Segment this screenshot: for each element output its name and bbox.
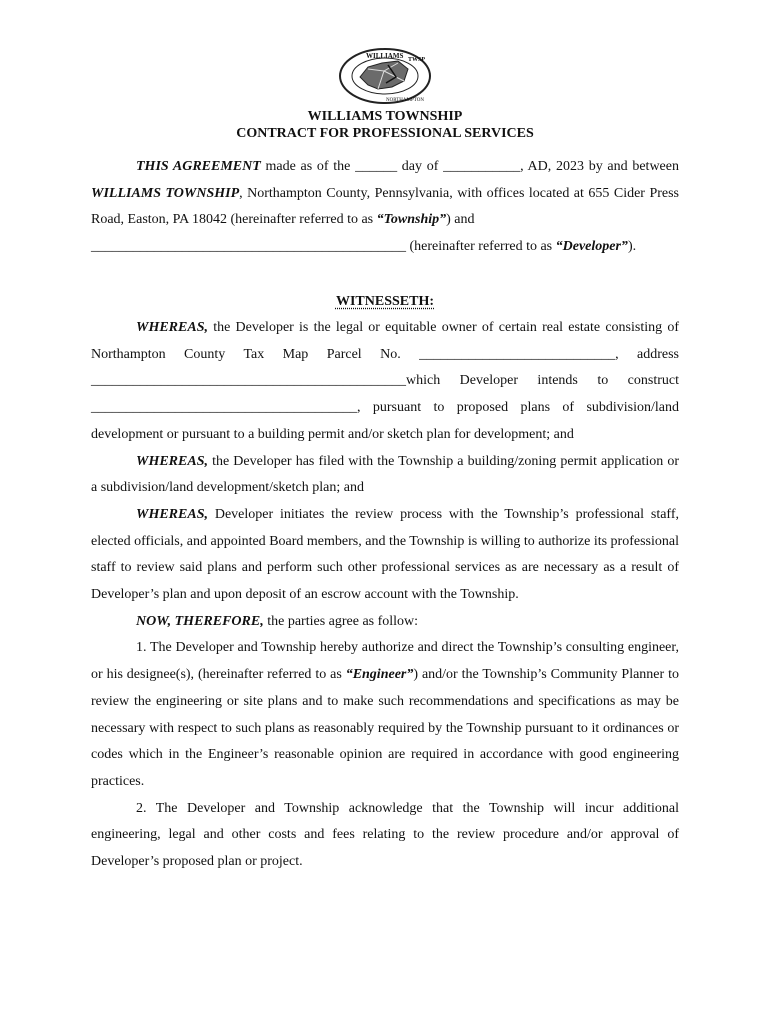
township-seal-logo: [338, 47, 432, 105]
developer-name-blank: _____________________________________________: [91, 239, 406, 255]
document-title: WILLIAMS TOWNSHIP: [307, 109, 463, 124]
whereas-lead: WHEREAS,: [136, 320, 208, 335]
now-therefore-lead: NOW, THEREFORE,: [136, 613, 264, 629]
whereas-paragraph-3: WHEREAS, Developer initiates the review process with the Township’s professional staff, elected officials, and appointed Board members, and the Township is willing to authorize its professional staff to review said plans and perform such other professional services as are necessary as a result of Developer’s plan and upon deposit of an escrow account with the Township.: [91, 506, 679, 603]
clause-number: 1.: [136, 640, 147, 656]
engineer-definition: “Engineer”: [345, 667, 414, 683]
whereas-lead: WHEREAS,: [136, 506, 208, 522]
agreement-text: THIS AGREEMENT made as of the ______ day of ___________, AD, 2023 by and between WILLIAMS TOWNSHIP, Northampton County, Pennsylvania, with offices located at 655 Cider Press Road, Easton, PA 18042 (hereinafter referred to as “Township”) and _____________________________________________ (hereinafter referred to as “Developer”).: [91, 159, 679, 255]
intro-paragraph: [91, 154, 679, 261]
township-definition: “Township”: [376, 212, 447, 228]
whereas-lead: WHEREAS,: [136, 453, 208, 469]
clause-1: 1. The Developer and Township hereby authorize and direct the Township’s consulting engineer, or his designee(s), (hereinafter referred to as “Engineer”) and/or the Township’s Community Planner to review the engineering or site plans and to make such recommendations and specifications as may be necessary with respect to such plans as reasonably required by the Township pursuant to it ordinances or codes which in the Engineer’s reasonable opinion are required in accordance with good engineering practices.: [91, 640, 679, 789]
township-party-name: WILLIAMS TOWNSHIP: [91, 185, 240, 201]
whereas-paragraph-1: WHEREAS, the Developer is the legal or equitable owner of certain real estate consisting of Northampton County Tax Map Parcel No. ____________________________, address _____________________________________________which Developer intends to construct ______________________________________, pursuant to proposed plans of subdivision/land development or pursuant to a building permit and/or sketch plan for development; and: [91, 320, 679, 442]
clause-number: 2.: [136, 800, 147, 816]
agreement-lead: THIS AGREEMENT: [136, 159, 261, 174]
seal-right-text: TWSP: [408, 57, 426, 63]
seal-top-text: WILLIAMS: [366, 52, 404, 60]
recitals: [91, 315, 679, 876]
now-therefore-paragraph: NOW, THEREFORE, the parties agree as follow:: [136, 613, 419, 629]
witnesseth-heading: WITNESSETH:: [335, 294, 435, 309]
clause-2: 2. The Developer and Township acknowledge that the Township will incur additional engineering, legal and other costs and fees relating to the review procedure and/or approval of Developer’s proposed plan or project.: [91, 800, 679, 870]
seal-bottom-text: NORTHAMPTON: [386, 98, 424, 103]
whereas-paragraph-2: WHEREAS, the Developer has filed with the Township a building/zoning permit application or a subdivision/land development/sketch plan; and: [91, 453, 679, 496]
witnesseth-heading-wrap: [91, 289, 679, 316]
developer-definition: “Developer”: [555, 239, 628, 255]
document-subtitle: CONTRACT FOR PROFESSIONAL SERVICES: [236, 126, 534, 141]
